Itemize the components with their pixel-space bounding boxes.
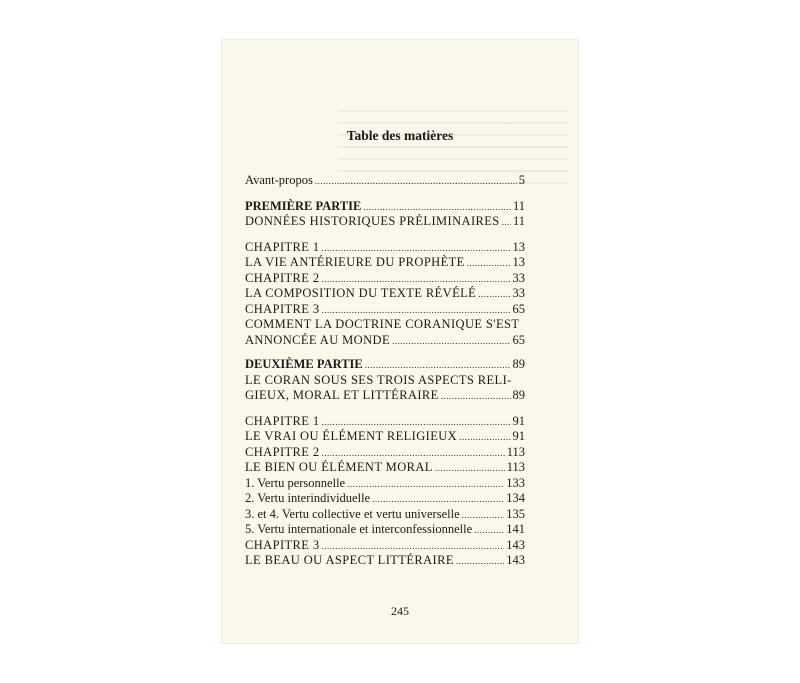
toc-entry-label: Avant-propos: [245, 173, 313, 187]
toc-entry: [245, 522, 525, 538]
toc-entry-label: PREMIÈRE PARTIE: [245, 198, 362, 213]
leader-dots: [365, 358, 511, 372]
toc-entry-chapter: [245, 414, 525, 430]
toc-entry-label: CHAPITRE 3: [245, 537, 320, 552]
toc-entry: [245, 214, 525, 230]
toc-entry-label: DEUXIÈME PARTIE: [245, 357, 363, 371]
leader-dots: [322, 272, 511, 286]
toc-entry-page: 143: [506, 537, 525, 552]
toc-entry-page: 141: [506, 522, 525, 536]
leader-dots: [456, 554, 504, 568]
toc-entry-page: 13: [512, 239, 525, 254]
toc-entry-label: LE VRAI OU ÉLÉMENT RELIGIEUX: [245, 429, 458, 443]
toc-entry-page: 89: [512, 357, 525, 371]
toc-entry-label: 1. Vertu personnelle: [245, 475, 346, 490]
leader-dots: [478, 287, 510, 301]
toc-entry-label: 3. et 4. Vertu collective et vertu universelle: [245, 506, 460, 521]
toc-entry-label: CHAPITRE 1: [245, 239, 320, 254]
leader-dots: [474, 523, 504, 537]
leader-dots: [322, 303, 511, 317]
toc-entry-page: 113: [506, 444, 525, 459]
toc-entry-page: 113: [506, 460, 525, 474]
toc-entry-label: LE BIEN OU ÉLÉMENT MORAL: [245, 460, 433, 474]
leader-dots: [467, 256, 511, 270]
toc-entry-page: 5: [518, 173, 525, 187]
toc-entry-label: GIEUX, MORAL ET LITTÉRAIRE: [245, 388, 439, 402]
toc-entry: [245, 255, 525, 271]
toc-entry-page: 91: [512, 429, 525, 443]
toc-entry-page: 33: [512, 270, 525, 285]
leader-dots: [363, 200, 511, 214]
toc-entry-label: 5. Vertu internationale et interconfessionnelle: [245, 522, 473, 536]
toc-entry-label: LE BEAU OU ASPECT LITTÉRAIRE: [245, 553, 454, 567]
leader-dots: [322, 446, 505, 460]
leader-dots: [435, 461, 505, 475]
toc-entry-page: 89: [512, 388, 525, 402]
toc-entry: [245, 333, 525, 349]
toc-entry-page: 11: [512, 198, 525, 213]
leader-dots: [372, 492, 504, 506]
toc-entry: [245, 460, 525, 476]
toc-entry-label: DONNÉES HISTORIQUES PRÉLIMINAIRES: [245, 214, 500, 228]
leader-dots: [322, 415, 511, 429]
toc-entry: [245, 388, 525, 404]
toc-entry-part-1: [245, 199, 525, 215]
toc-entry-part-2: [245, 357, 525, 373]
toc-entry-page: 143: [506, 553, 525, 567]
leader-dots: [322, 539, 505, 553]
toc-entry-page: 13: [512, 255, 525, 269]
leader-dots: [441, 389, 511, 403]
toc-entry: [245, 429, 525, 445]
toc-entry-label-line: COMMENT LA DOCTRINE CORANIQUE S'EST: [245, 317, 520, 331]
toc-entry-chapter: [245, 240, 525, 256]
toc-entry-page: 65: [512, 301, 525, 316]
page-number: 245: [391, 604, 409, 618]
table-of-contents: [245, 173, 525, 569]
toc-entry-chapter: [245, 271, 525, 287]
toc-entry-page: 11: [512, 214, 525, 228]
toc-entry-page: 133: [506, 475, 525, 490]
toc-entry-label: CHAPITRE 3: [245, 301, 320, 316]
toc-entry-chapter: [245, 302, 525, 318]
toc-entry-page: 33: [512, 286, 525, 300]
toc-entry: [245, 286, 525, 302]
leader-dots: [392, 334, 511, 348]
toc-entry-page: 134: [506, 491, 525, 505]
toc-entry: [245, 553, 525, 569]
leader-dots: [315, 174, 517, 188]
toc-entry-page: 91: [512, 413, 525, 428]
toc-entry-page: 135: [506, 506, 525, 521]
toc-entry-label: ANNONCÉE AU MONDE: [245, 332, 390, 347]
toc-entry-label: LA COMPOSITION DU TEXTE RÉVÉLÉ: [245, 286, 477, 300]
toc-entry-avant-propos: [245, 173, 525, 189]
toc-entry-label-line: LE CORAN SOUS SES TROIS ASPECTS RELI-: [245, 372, 512, 387]
toc-entry-label: CHAPITRE 2: [245, 444, 320, 459]
toc-entry-page: 65: [512, 332, 525, 347]
toc-entry-label: CHAPITRE 2: [245, 270, 320, 285]
toc-entry: [245, 476, 525, 492]
leader-dots: [462, 508, 505, 522]
toc-entry: [245, 491, 525, 507]
leader-dots: [347, 477, 504, 491]
toc-entry-label: CHAPITRE 1: [245, 413, 320, 428]
toc-entry-chapter: [245, 445, 525, 461]
toc-entry-label: 2. Vertu interindividuelle: [245, 491, 371, 505]
leader-dots: [502, 215, 511, 229]
page-title: Table des matières: [346, 128, 454, 143]
leader-dots: [459, 430, 510, 444]
leader-dots: [322, 241, 511, 255]
toc-entry: [245, 507, 525, 523]
toc-entry-chapter: [245, 538, 525, 554]
toc-entry-label: LA VIE ANTÉRIEURE DU PROPHÈTE: [245, 255, 465, 269]
